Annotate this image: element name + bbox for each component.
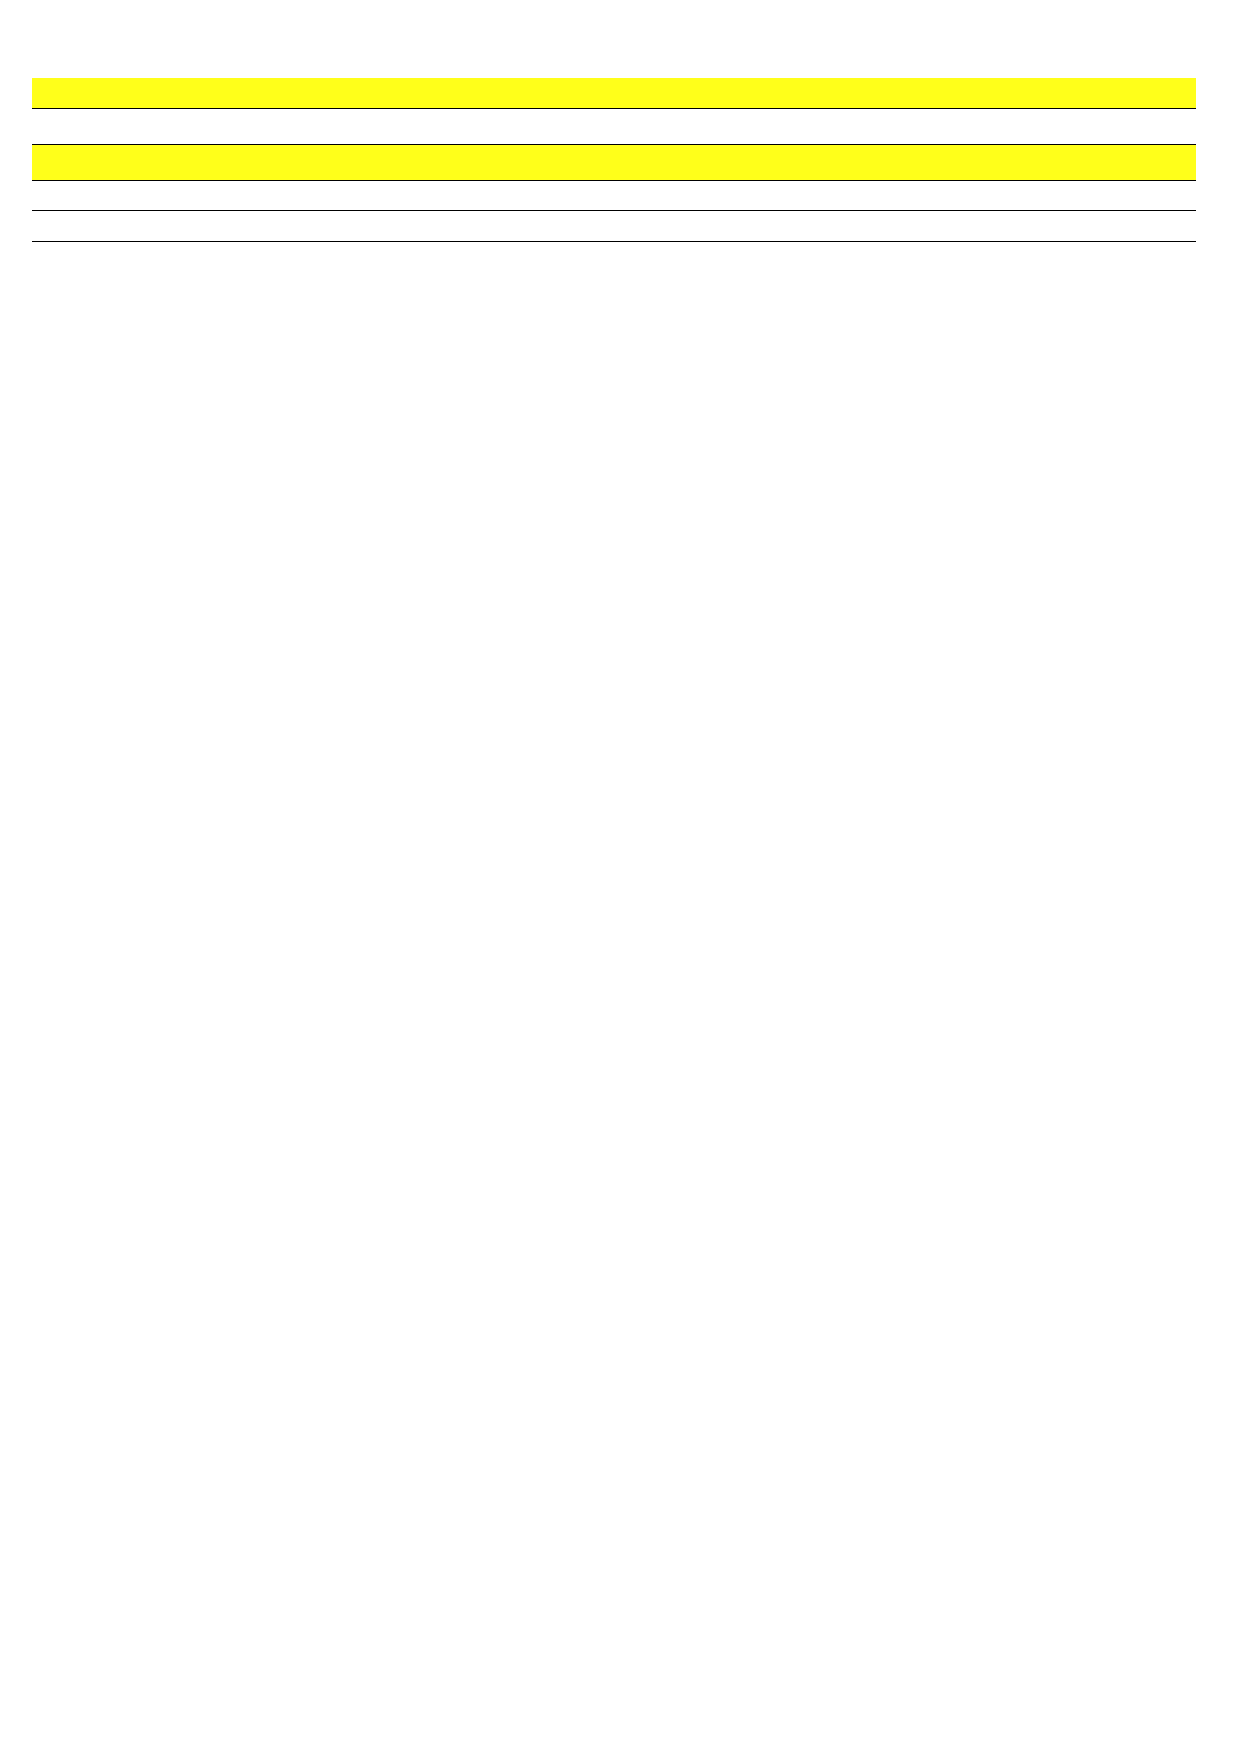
day-title — [32, 109, 1196, 144]
day-row — [32, 109, 1196, 145]
break-row — [32, 211, 1196, 242]
cell-code — [388, 181, 460, 210]
formation-row — [32, 181, 1196, 212]
floor-row — [32, 145, 1196, 181]
highlight-separator — [32, 78, 1196, 109]
cell-no — [250, 181, 330, 210]
cell-dances — [1062, 181, 1196, 210]
cell-next — [330, 181, 388, 210]
break-label — [532, 211, 1018, 240]
cell-heats — [1018, 181, 1062, 210]
cell-prev — [176, 181, 250, 210]
cell-time — [36, 211, 176, 240]
floor-title — [32, 145, 1196, 180]
cell-event — [532, 181, 1018, 210]
schedule-table — [32, 78, 1196, 242]
cell-time — [36, 181, 176, 210]
